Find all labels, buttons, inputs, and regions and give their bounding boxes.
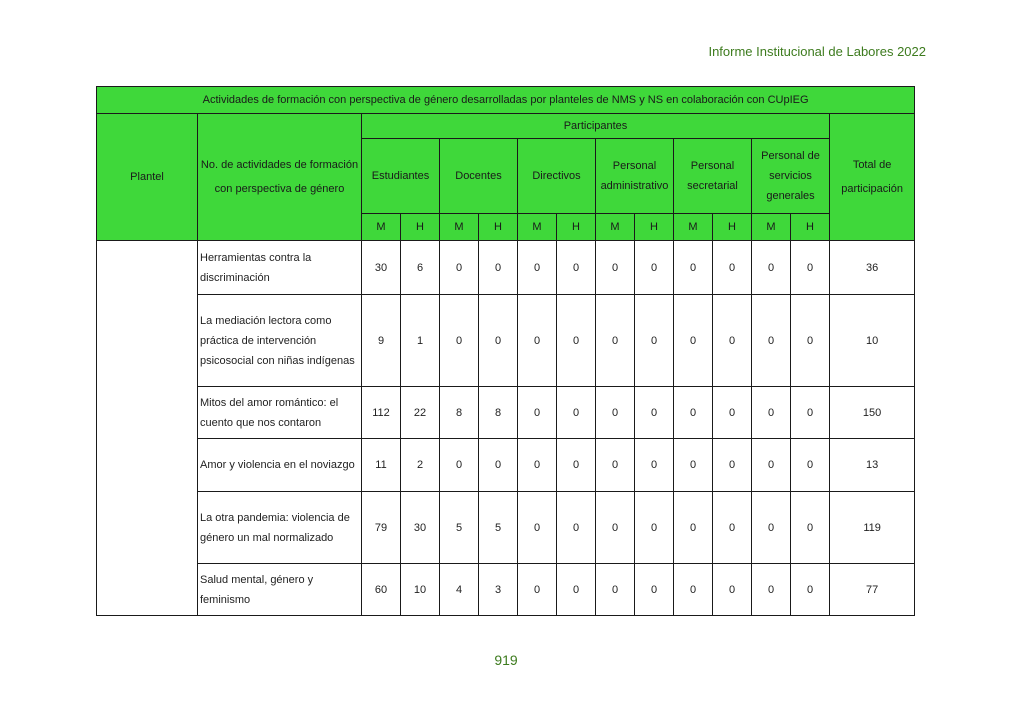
value-cell: 8 [479, 387, 518, 439]
value-cell: 0 [440, 439, 479, 492]
table-row [97, 564, 915, 616]
value-cell: 0 [752, 295, 791, 387]
total-cell: 10 [830, 295, 915, 387]
table-row [97, 295, 915, 387]
value-cell: 0 [752, 241, 791, 295]
value-cell: 0 [557, 295, 596, 387]
value-cell: 112 [362, 387, 401, 439]
table-row [97, 492, 915, 564]
value-cell: 0 [713, 387, 752, 439]
value-cell: 0 [596, 439, 635, 492]
sex-header: H [713, 214, 752, 241]
group-header-personal-secretarial: Personal secretarial [674, 139, 752, 214]
value-cell: 0 [713, 241, 752, 295]
value-cell: 0 [596, 492, 635, 564]
value-cell: 60 [362, 564, 401, 616]
value-cell: 0 [752, 492, 791, 564]
activity-name: Amor y violencia en el noviazgo [198, 439, 362, 492]
value-cell: 0 [635, 241, 674, 295]
value-cell: 0 [635, 492, 674, 564]
table-title: Actividades de formación con perspectiva de género desarrolladas por planteles de NMS y NS en colaboración con CUpIEG [97, 87, 915, 114]
total-cell: 119 [830, 492, 915, 564]
training-activities-table [96, 86, 915, 616]
sex-header: H [791, 214, 830, 241]
value-cell: 0 [674, 387, 713, 439]
report-header-title: Informe Institucional de Labores 2022 [708, 44, 926, 59]
value-cell: 9 [362, 295, 401, 387]
plantel-cell [97, 241, 198, 616]
total-cell: 13 [830, 439, 915, 492]
value-cell: 0 [635, 564, 674, 616]
value-cell: 0 [713, 439, 752, 492]
value-cell: 0 [791, 295, 830, 387]
value-cell: 5 [440, 492, 479, 564]
table-row [97, 439, 915, 492]
value-cell: 0 [518, 439, 557, 492]
value-cell: 6 [401, 241, 440, 295]
table-row [97, 387, 915, 439]
activity-name: La mediación lectora como práctica de intervención psicosocial con niñas indígenas [198, 295, 362, 387]
sex-header: H [635, 214, 674, 241]
column-header-total: Total de participación [830, 114, 915, 241]
total-cell: 77 [830, 564, 915, 616]
value-cell: 0 [752, 439, 791, 492]
value-cell: 0 [440, 241, 479, 295]
value-cell: 0 [635, 439, 674, 492]
value-cell: 0 [557, 564, 596, 616]
value-cell: 0 [713, 295, 752, 387]
table-row [97, 241, 915, 295]
value-cell: 0 [440, 295, 479, 387]
sex-header: M [752, 214, 791, 241]
sex-header: H [557, 214, 596, 241]
value-cell: 0 [518, 564, 557, 616]
value-cell: 0 [596, 564, 635, 616]
value-cell: 10 [401, 564, 440, 616]
value-cell: 0 [674, 439, 713, 492]
group-header-personal-administrativo: Personal administrativo [596, 139, 674, 214]
activity-name: Salud mental, género y feminismo [198, 564, 362, 616]
value-cell: 0 [557, 492, 596, 564]
value-cell: 0 [791, 439, 830, 492]
value-cell: 0 [557, 241, 596, 295]
group-header-estudiantes: Estudiantes [362, 139, 440, 214]
group-header-personal-servicios-generales: Personal de servicios generales [752, 139, 830, 214]
value-cell: 22 [401, 387, 440, 439]
value-cell: 0 [713, 564, 752, 616]
value-cell: 8 [440, 387, 479, 439]
value-cell: 0 [557, 387, 596, 439]
value-cell: 0 [596, 241, 635, 295]
value-cell: 0 [674, 295, 713, 387]
value-cell: 1 [401, 295, 440, 387]
total-cell: 150 [830, 387, 915, 439]
value-cell: 0 [479, 295, 518, 387]
value-cell: 0 [596, 295, 635, 387]
value-cell: 0 [713, 492, 752, 564]
sex-header: M [596, 214, 635, 241]
value-cell: 0 [752, 564, 791, 616]
value-cell: 0 [791, 564, 830, 616]
value-cell: 0 [674, 492, 713, 564]
value-cell: 0 [791, 387, 830, 439]
sex-header: M [674, 214, 713, 241]
value-cell: 0 [635, 295, 674, 387]
activity-name: Mitos del amor romántico: el cuento que nos contaron [198, 387, 362, 439]
value-cell: 0 [479, 439, 518, 492]
value-cell: 0 [596, 387, 635, 439]
value-cell: 0 [752, 387, 791, 439]
sex-header: M [362, 214, 401, 241]
value-cell: 3 [479, 564, 518, 616]
column-header-participants: Participantes [362, 114, 830, 139]
value-cell: 0 [674, 564, 713, 616]
value-cell: 30 [362, 241, 401, 295]
value-cell: 79 [362, 492, 401, 564]
value-cell: 30 [401, 492, 440, 564]
value-cell: 2 [401, 439, 440, 492]
value-cell: 0 [674, 241, 713, 295]
column-header-activities: No. de actividades de formación con perspectiva de género [198, 114, 362, 241]
group-header-docentes: Docentes [440, 139, 518, 214]
group-header-directivos: Directivos [518, 139, 596, 214]
value-cell: 0 [557, 439, 596, 492]
value-cell: 0 [791, 241, 830, 295]
value-cell: 0 [635, 387, 674, 439]
sex-header: M [440, 214, 479, 241]
total-cell: 36 [830, 241, 915, 295]
activity-name: La otra pandemia: violencia de género un mal normalizado [198, 492, 362, 564]
value-cell: 0 [479, 241, 518, 295]
sex-header: H [479, 214, 518, 241]
page-number: 919 [494, 652, 518, 668]
value-cell: 0 [518, 492, 557, 564]
sex-header: H [401, 214, 440, 241]
value-cell: 5 [479, 492, 518, 564]
sex-header: M [518, 214, 557, 241]
activity-name: Herramientas contra la discriminación [198, 241, 362, 295]
value-cell: 0 [518, 241, 557, 295]
value-cell: 4 [440, 564, 479, 616]
value-cell: 0 [791, 492, 830, 564]
column-header-plantel: Plantel [97, 114, 198, 241]
value-cell: 11 [362, 439, 401, 492]
value-cell: 0 [518, 387, 557, 439]
value-cell: 0 [518, 295, 557, 387]
